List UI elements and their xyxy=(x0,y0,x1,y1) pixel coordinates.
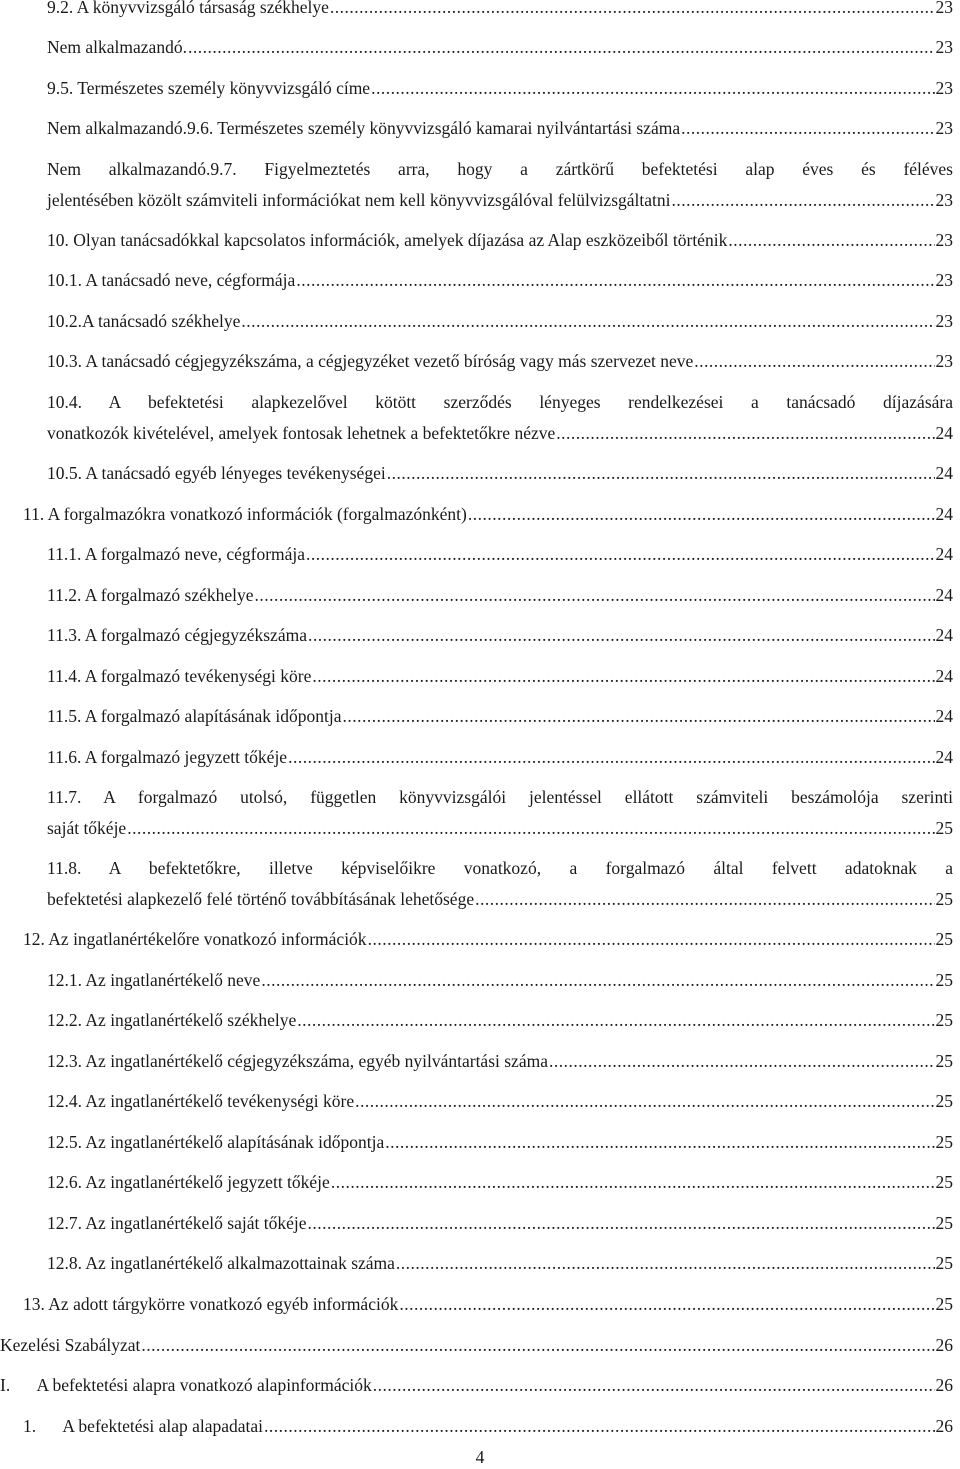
page-number: 4 xyxy=(475,1447,485,1467)
toc-entry-title: 11.3. A forgalmazó cégjegyzékszáma xyxy=(47,625,307,645)
toc-entry-page: 25 xyxy=(935,1010,953,1030)
dot-leader xyxy=(343,705,935,728)
toc-entry-title: befektetési alapkezelő felé történő továbbításának lehetősége xyxy=(47,889,475,909)
toc-entry-page: 23 xyxy=(935,270,953,290)
toc-entry-title: 10.5. A tanácsadó egyéb lényeges tevékenységei xyxy=(47,463,386,483)
dot-leader xyxy=(355,1090,934,1113)
toc-entry-title: 13. Az adott tárgykörre vonatkozó egyéb információk xyxy=(23,1294,399,1314)
dot-leader xyxy=(681,117,934,140)
dot-leader xyxy=(373,1374,935,1397)
toc-entry-title: Kezelési Szabályzat xyxy=(0,1335,141,1355)
toc-entry-page: 24 xyxy=(935,463,953,483)
toc-entry[interactable] xyxy=(47,1009,953,1032)
toc-entry-page: 23 xyxy=(935,190,953,210)
toc-entry[interactable] xyxy=(47,350,953,373)
toc-entry[interactable] xyxy=(0,1374,953,1397)
toc-entry[interactable] xyxy=(47,117,953,140)
toc-entry[interactable] xyxy=(47,746,953,769)
dot-leader xyxy=(296,269,934,292)
toc-entry-title: 11.6. A forgalmazó jegyzett tőkéje xyxy=(47,747,288,767)
toc-entry[interactable] xyxy=(47,1252,953,1275)
dot-leader xyxy=(396,1252,935,1275)
toc-entry-page: 24 xyxy=(935,666,953,686)
toc-entry-title: 12.1. Az ingatlanértékelő neve xyxy=(47,970,261,990)
toc-entry-page: 24 xyxy=(935,423,953,443)
dot-leader xyxy=(188,36,935,59)
toc-entry-page: 25 xyxy=(935,1172,953,1192)
dot-leader xyxy=(475,888,934,911)
toc-entry[interactable] xyxy=(47,665,953,688)
toc-entry[interactable] xyxy=(47,1050,953,1073)
toc-entry[interactable] xyxy=(23,1293,953,1316)
dot-leader xyxy=(308,624,935,647)
toc-entry[interactable] xyxy=(23,928,953,951)
toc-entry-page: 25 xyxy=(935,818,953,838)
dot-leader xyxy=(306,543,934,566)
toc-entry[interactable] xyxy=(47,310,953,333)
toc-entry[interactable] xyxy=(47,229,953,252)
dot-leader xyxy=(549,1050,935,1073)
toc-entry-page: 25 xyxy=(935,1253,953,1273)
dot-leader xyxy=(694,350,934,373)
toc-entry[interactable] xyxy=(47,705,953,728)
toc-entry[interactable] xyxy=(47,584,953,607)
toc-entry[interactable] xyxy=(47,624,953,647)
toc-entry-page: 24 xyxy=(935,585,953,605)
toc-entry-page: 25 xyxy=(935,1132,953,1152)
toc-entry-page: 25 xyxy=(935,1294,953,1314)
dot-leader xyxy=(468,503,935,526)
toc-entry-title: 12.4. Az ingatlanértékelő tevékenységi köre xyxy=(47,1091,355,1111)
dot-leader xyxy=(141,1334,934,1357)
toc-entry-title-line1: 11.7. A forgalmazó utolsó, független könyvvizsgálói jelentéssel ellátott számviteli beszámolója szerinti xyxy=(47,787,953,807)
toc-entry-title: 10. Olyan tanácsadókkal kapcsolatos információk, amelyek díjazása az Alap eszközeiből történik xyxy=(47,230,728,250)
toc-entry-title: saját tőkéje xyxy=(47,818,127,838)
toc-entry[interactable] xyxy=(0,1334,953,1357)
dot-leader xyxy=(241,310,934,333)
toc-entry-title-line1: 10.4. A befektetési alapkezelővel kötött szerződés lényeges rendelkezései a tanácsadó díjazására xyxy=(47,392,953,412)
dot-leader xyxy=(331,1171,935,1194)
toc-entry[interactable] xyxy=(47,1090,953,1113)
toc-entry[interactable] xyxy=(23,503,953,526)
toc-entry-title: 10.3. A tanácsadó cégjegyzékszáma, a cégjegyzéket vezető bíróság vagy más szervezet neve xyxy=(47,351,694,371)
toc-entry[interactable] xyxy=(47,158,953,212)
dot-leader xyxy=(368,928,935,951)
toc-entry-page: 23 xyxy=(935,0,953,17)
dot-leader xyxy=(261,969,934,992)
toc-entry-title: 12.2. Az ingatlanértékelő székhelye xyxy=(47,1010,297,1030)
dot-leader xyxy=(312,665,934,688)
toc-entry[interactable] xyxy=(47,1131,953,1154)
dot-leader xyxy=(255,584,935,607)
dot-leader xyxy=(385,1131,934,1154)
dot-leader xyxy=(264,1415,934,1438)
toc-entry-title: 10.2.A tanácsadó székhelye xyxy=(47,311,241,331)
toc-entry[interactable] xyxy=(47,77,953,100)
toc-entry-page: 24 xyxy=(935,625,953,645)
toc-entry-page: 24 xyxy=(935,504,953,524)
toc-entry-title: 12.5. Az ingatlanértékelő alapításának időpontja xyxy=(47,1132,385,1152)
toc-entry-title: 12.7. Az ingatlanértékelő saját tőkéje xyxy=(47,1213,307,1233)
toc-entry[interactable] xyxy=(23,1415,953,1438)
dot-leader xyxy=(399,1293,934,1316)
toc-entry-page: 24 xyxy=(935,706,953,726)
dot-leader xyxy=(672,189,935,212)
toc-entry-title: vonatkozók kivételével, amelyek fontosak lehetnek a befektetőkre nézve xyxy=(47,423,556,443)
toc-entry-title-line1: 11.8. A befektetőkre, illetve képviselőikre vonatkozó, a forgalmazó által felvett adatoknak a xyxy=(47,858,953,878)
toc-entry-title: 12.3. Az ingatlanértékelő cégjegyzékszáma, egyéb nyilvántartási száma xyxy=(47,1051,548,1071)
toc-entry[interactable] xyxy=(47,0,953,19)
toc-entry[interactable] xyxy=(47,786,953,840)
toc-entry-title: 1. A befektetési alap alapadatai xyxy=(23,1416,264,1436)
toc-entry[interactable] xyxy=(47,969,953,992)
dot-leader xyxy=(288,746,934,769)
toc-entry-page: 25 xyxy=(935,929,953,949)
toc-entry-page: 26 xyxy=(935,1375,953,1395)
toc-entry-title: I. A befektetési alapra vonatkozó alapinformációk xyxy=(0,1375,372,1395)
dot-leader xyxy=(127,817,934,840)
toc-entry[interactable] xyxy=(47,1171,953,1194)
toc-entry-page: 25 xyxy=(935,1213,953,1233)
toc-entry-page: 25 xyxy=(935,970,953,990)
dot-leader xyxy=(556,422,934,445)
toc-entry-page: 24 xyxy=(935,747,953,767)
toc-entry-title: Nem alkalmazandó.9.6. Természetes személy könyvvizsgáló kamarai nyilvántartási száma xyxy=(47,118,681,138)
toc-entry-page: 26 xyxy=(935,1335,953,1355)
toc-entry-page: 23 xyxy=(935,351,953,371)
toc-entry-page: 23 xyxy=(935,78,953,98)
toc-entry[interactable] xyxy=(47,391,953,445)
toc-entry-title: 11.5. A forgalmazó alapításának időpontja xyxy=(47,706,342,726)
toc-entry-page: 26 xyxy=(935,1416,953,1436)
toc-entry-page: 24 xyxy=(935,544,953,564)
toc-entry[interactable] xyxy=(47,36,953,59)
toc-entry-page: 23 xyxy=(935,311,953,331)
toc-entry-title: 12.8. Az ingatlanértékelő alkalmazottainak száma xyxy=(47,1253,395,1273)
toc-entry-title: 11.2. A forgalmazó székhelye xyxy=(47,585,254,605)
toc-entry-title: jelentésében közölt számviteli információkat nem kell könyvvizsgálóval felülvizsgáltatni xyxy=(47,190,671,210)
dot-leader xyxy=(330,0,935,19)
toc-entry-page: 25 xyxy=(935,1051,953,1071)
toc-entry-title: 12. Az ingatlanértékelőre vonatkozó információk xyxy=(23,929,367,949)
toc-entry-title: 12.6. Az ingatlanértékelő jegyzett tőkéje xyxy=(47,1172,330,1192)
toc-entry-title: 11.4. A forgalmazó tevékenységi köre xyxy=(47,666,312,686)
toc-entry[interactable] xyxy=(47,543,953,566)
toc-entry-page: 23 xyxy=(935,118,953,138)
toc-entry-page: 23 xyxy=(935,37,953,57)
dot-leader xyxy=(728,229,934,252)
toc-entry-title: 11. A forgalmazókra vonatkozó információk (forgalmazónként) xyxy=(23,504,467,524)
toc-entry-title-line1: Nem alkalmazandó.9.7. Figyelmeztetés arra, hogy a zártkörű befektetési alap éves és féléves xyxy=(47,159,953,179)
toc-entry[interactable] xyxy=(47,1212,953,1235)
toc-entry-title: 9.2. A könyvvizsgáló társaság székhelye xyxy=(47,0,329,17)
toc-entry-title: Nem alkalmazandó. xyxy=(47,37,187,57)
toc-entry-page: 25 xyxy=(935,1091,953,1111)
dot-leader xyxy=(297,1009,934,1032)
toc-entry[interactable] xyxy=(47,462,953,485)
dot-leader xyxy=(308,1212,935,1235)
toc-entry[interactable] xyxy=(47,857,953,911)
toc-entry[interactable] xyxy=(47,269,953,292)
dot-leader xyxy=(387,462,935,485)
dot-leader xyxy=(371,77,934,100)
toc-entry-title: 10.1. A tanácsadó neve, cégformája xyxy=(47,270,296,290)
toc-entry-title: 11.1. A forgalmazó neve, cégformája xyxy=(47,544,306,564)
toc-entry-title: 9.5. Természetes személy könyvvizsgáló címe xyxy=(47,78,371,98)
toc-entry-page: 25 xyxy=(935,889,953,909)
toc-entry-page: 23 xyxy=(935,230,953,250)
